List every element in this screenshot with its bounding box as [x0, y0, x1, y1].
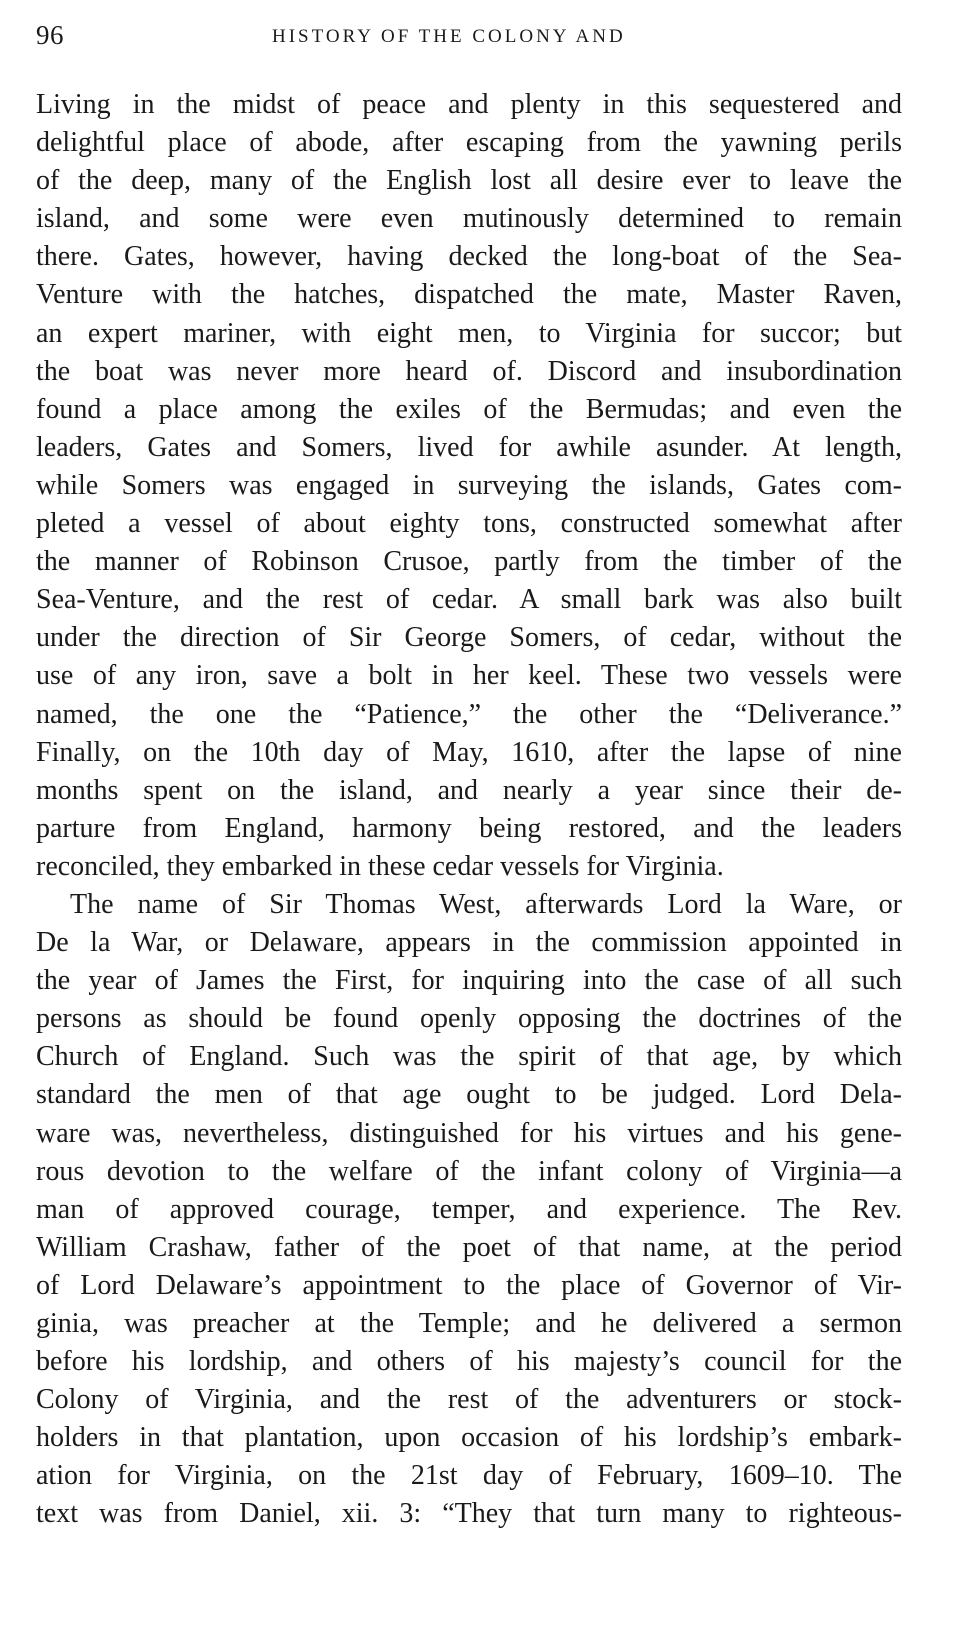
text-line: Venture with the hatches, dispatched the mate, Master Raven, — [36, 279, 902, 311]
running-head: HISTORY OF THE COLONY AND — [272, 26, 626, 47]
text-line: before his lordship, and others of his majesty’s council for the — [36, 1346, 902, 1378]
text-line: the manner of Robinson Crusoe, partly from the timber of the — [36, 546, 902, 578]
text-line: rous devotion to the welfare of the infant colony of Virginia—a — [36, 1155, 902, 1187]
text-line: reconciled, they embarked in these cedar vessels for Virginia. — [36, 850, 724, 882]
text-line: an expert mariner, with eight men, to Virginia for succor; but — [36, 317, 902, 349]
text-line: ware was, nevertheless, distinguished for his virtues and his gene- — [36, 1117, 902, 1149]
text-line: while Somers was engaged in surveying the islands, Gates com- — [36, 469, 902, 501]
text-line: persons as should be found openly opposing the doctrines of the — [36, 1003, 902, 1035]
text-line: parture from England, harmony being restored, and the leaders — [36, 812, 902, 844]
text-line: use of any iron, save a bolt in her keel. These two vessels were — [36, 660, 902, 692]
text-line: of the deep, many of the English lost all desire ever to leave the — [36, 165, 902, 197]
text-line: Church of England. Such was the spirit of that age, by which — [36, 1041, 902, 1073]
text-line: delightful place of abode, after escaping from the yawning perils — [36, 127, 902, 159]
text-line: pleted a vessel of about eighty tons, constructed somewhat after — [36, 508, 902, 540]
text-line: ation for Virginia, on the 21st day of February, 1609–10. The — [36, 1460, 902, 1492]
text-line: text was from Daniel, xii. 3: “They that turn many to righteous- — [36, 1498, 902, 1530]
page-header — [36, 20, 902, 56]
text-line: ginia, was preacher at the Temple; and he delivered a sermon — [36, 1308, 902, 1339]
book-page — [36, 0, 902, 1637]
paragraph — [36, 886, 902, 1534]
text-line: there. Gates, however, having decked the long-boat of the Sea- — [36, 241, 902, 273]
text-line: island, and some were even mutinously determined to remain — [36, 203, 902, 235]
text-line: under the direction of Sir George Somers, of cedar, without the — [36, 622, 902, 654]
text-line: Living in the midst of peace and plenty in this sequestered and — [36, 89, 902, 120]
text-line: months spent on the island, and nearly a year since their de- — [36, 774, 902, 806]
text-line: the boat was never more heard of. Discord and insubordination — [36, 355, 902, 387]
text-line: Sea-Venture, and the rest of cedar. A small bark was also built — [36, 584, 902, 616]
body-text — [36, 86, 902, 1534]
text-line: The name of Sir Thomas West, afterwards Lord la Ware, or — [70, 888, 902, 920]
text-line: holders in that plantation, upon occasion of his lordship’s embark- — [36, 1422, 902, 1454]
text-line: named, the one the “Patience,” the other the “Deliverance.” — [36, 698, 902, 730]
text-line: Colony of Virginia, and the rest of the adventurers or stock- — [36, 1384, 902, 1416]
page-number: 96 — [36, 20, 64, 50]
text-line: standard the men of that age ought to be judged. Lord Dela- — [36, 1079, 902, 1111]
text-line: William Crashaw, father of the poet of that name, at the period — [36, 1231, 902, 1263]
text-line: leaders, Gates and Somers, lived for awhile asunder. At length, — [36, 431, 902, 463]
text-line: De la War, or Delaware, appears in the commission appointed in — [36, 927, 902, 959]
text-line: found a place among the exiles of the Bermudas; and even the — [36, 393, 902, 425]
text-line: the year of James the First, for inquiring into the case of all such — [36, 965, 902, 997]
text-line: of Lord Delaware’s appointment to the place of Governor of Vir- — [36, 1269, 902, 1301]
paragraph — [36, 86, 902, 886]
text-line: Finally, on the 10th day of May, 1610, after the lapse of nine — [36, 736, 902, 768]
text-line: man of approved courage, temper, and experience. The Rev. — [36, 1193, 902, 1225]
